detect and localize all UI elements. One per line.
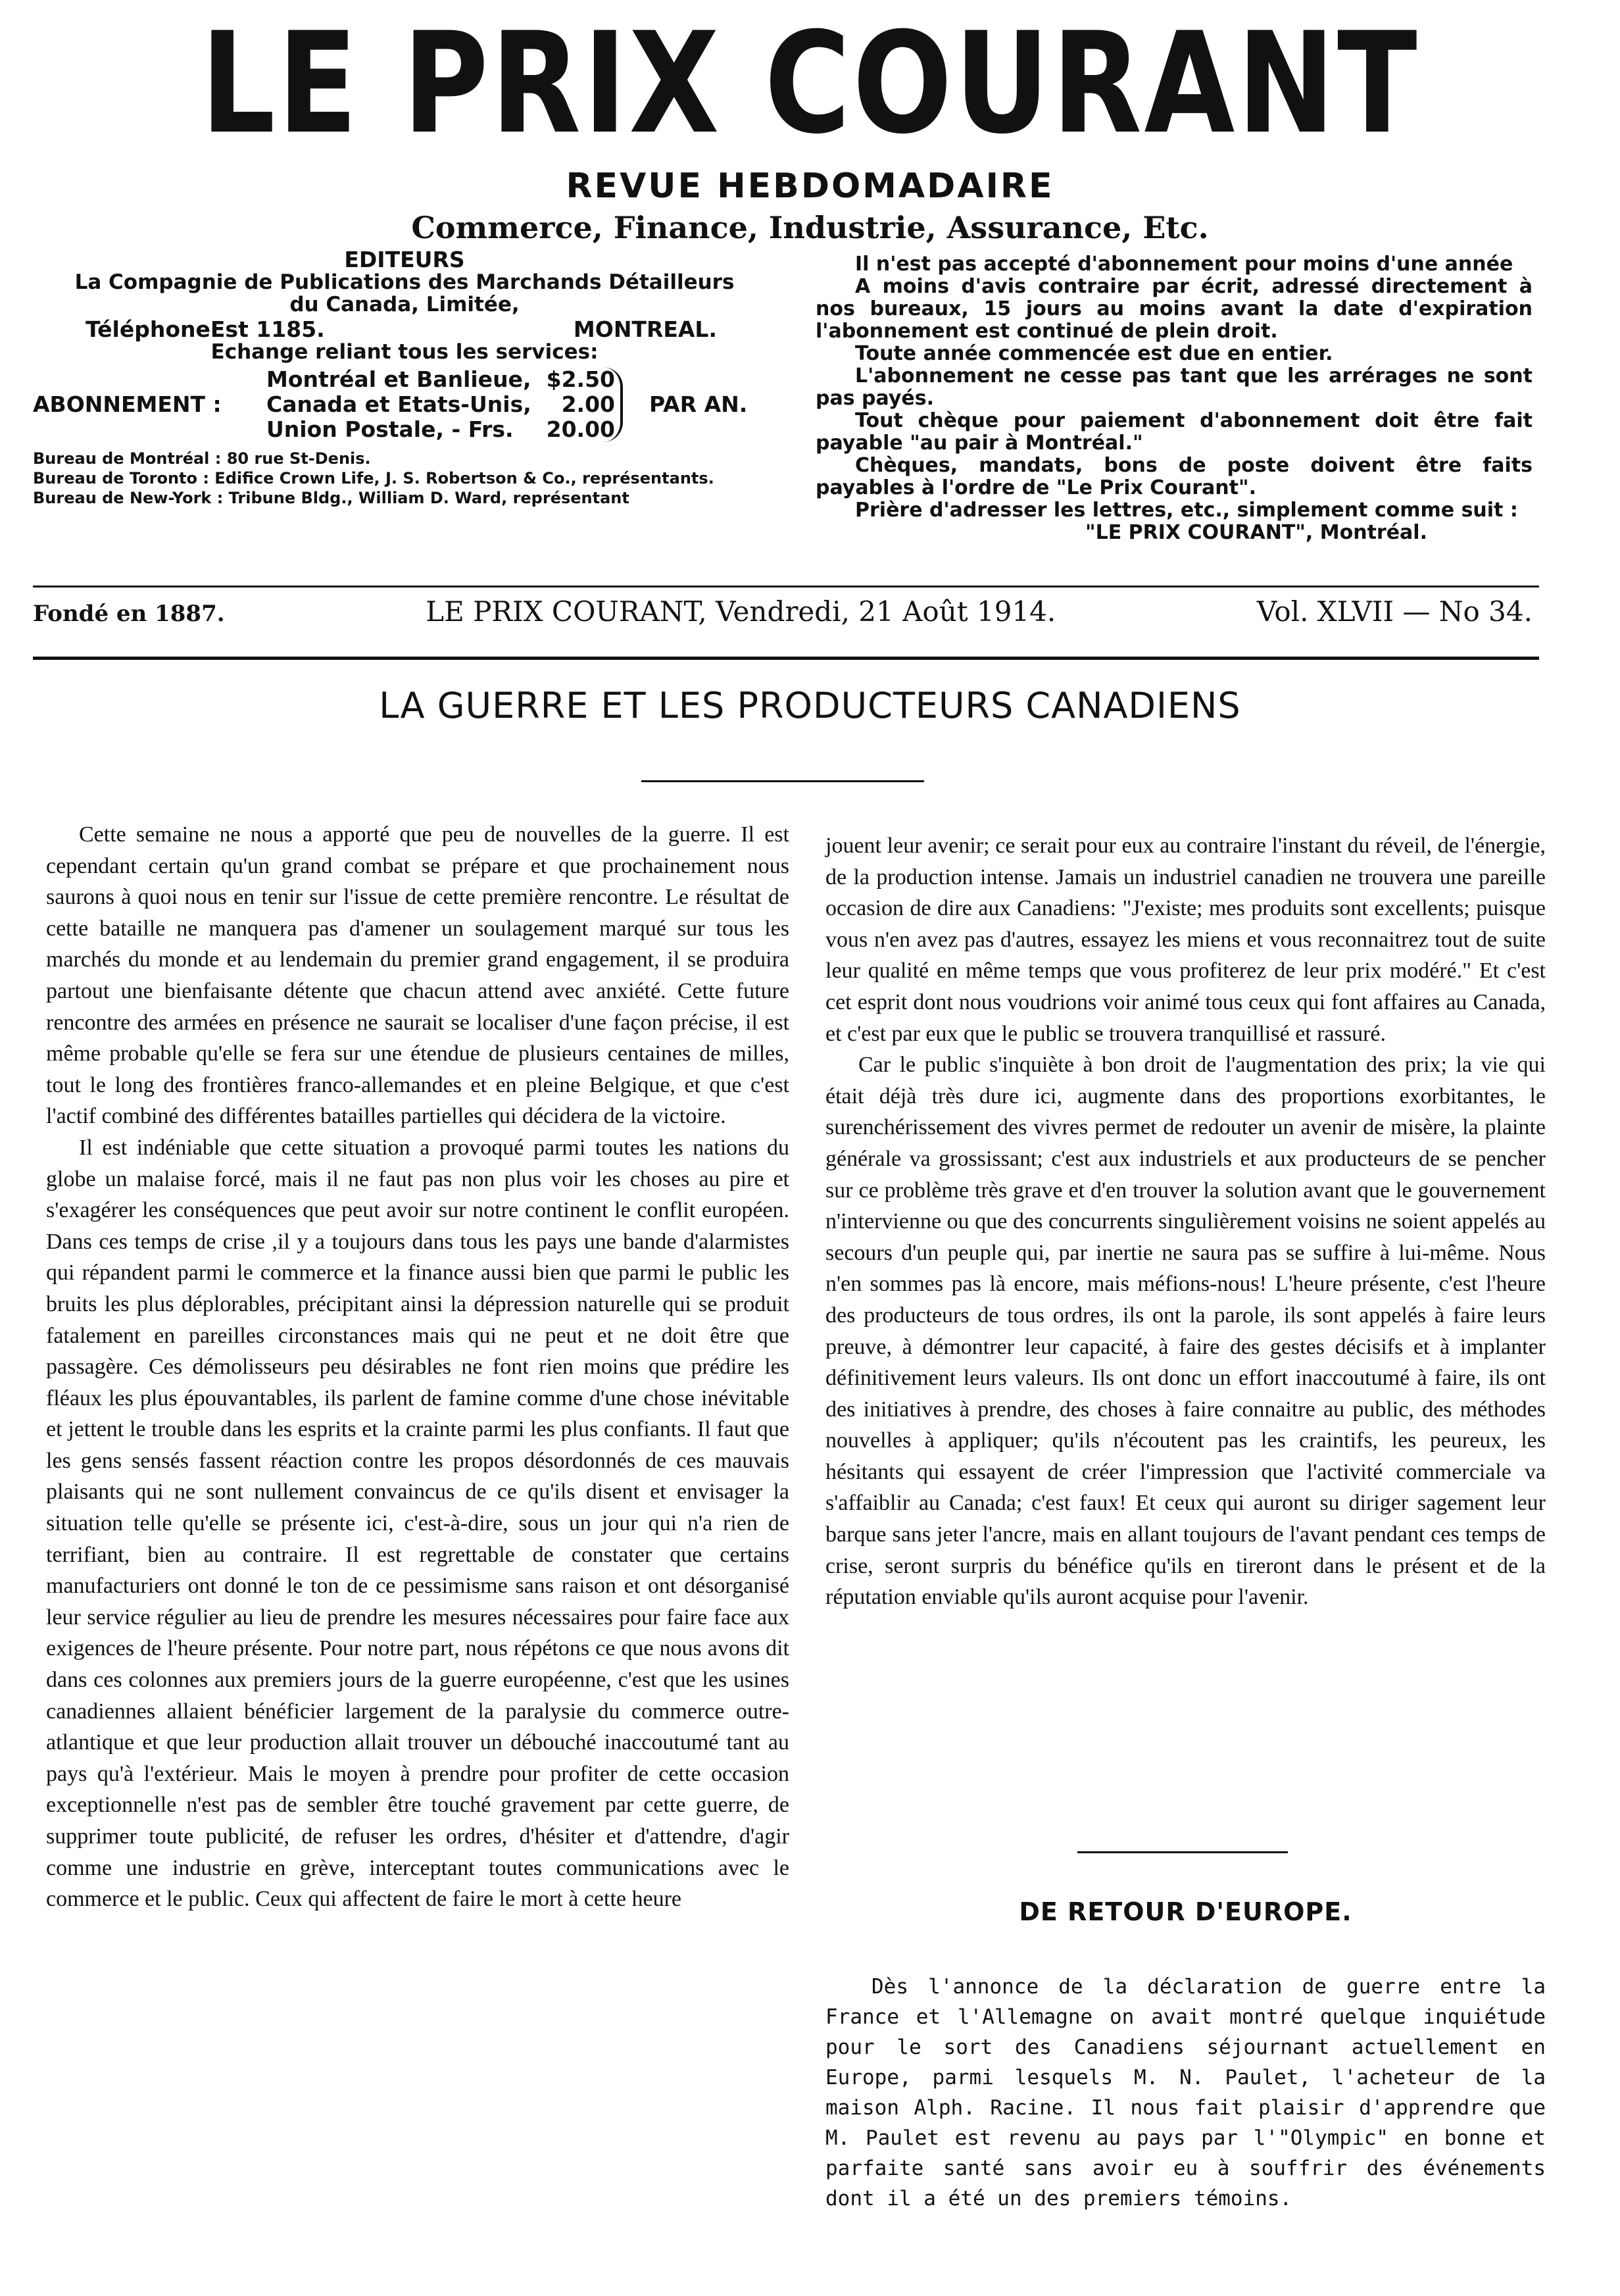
volume-number: Vol. XLVII — No 34. bbox=[1256, 595, 1533, 628]
rate-price: 2.00 bbox=[561, 391, 615, 417]
rate-row bbox=[266, 417, 615, 442]
rate-region: Canada et Etats-Unis, bbox=[266, 391, 531, 417]
rate-row bbox=[266, 392, 615, 417]
rate-price: $2.50 bbox=[546, 366, 615, 392]
rate-row bbox=[266, 367, 615, 392]
headline-underline bbox=[641, 780, 924, 782]
publisher-block bbox=[33, 249, 776, 508]
section-title: DE RETOUR D'EUROPE. bbox=[1019, 1897, 1352, 1926]
section-body bbox=[825, 1972, 1546, 2214]
article-column-right bbox=[825, 830, 1546, 1613]
section-paragraph: Dès l'annonce de la déclaration de guerre entre la France et l'Allemagne on avait montré quelque inquiétude pour le sort des Canadiens séjournant actuellement en Europe, parmi lesquels M. N. Paulet, l'acheteur de la maison Alph. Racine. Il nous fait plaisir d'apprendre que M. Paulet est revenu au pays par l'"Olympic" en bonne et parfaite santé sans avoir eu à souffrir des événements dont il a été un des premiers témoins. bbox=[825, 1975, 1546, 2210]
subscription-label: ABONNEMENT : bbox=[33, 391, 222, 417]
section-divider bbox=[1077, 1851, 1288, 1853]
divider-rule bbox=[33, 657, 1539, 660]
article-paragraph: Cette semaine ne nous a apporté que peu de nouvelles de la guerre. Il est cependant certain qu'un grand combat se prépare et que prochainement nous saurons à quoi nous en tenir sur l'issue de cette première rencontre. Le résultat de cette bataille ne manquera pas d'amener un soulagement marqué sur tous les marchés du monde et au lendemain du premier grand engagement, il se produira partout une bienfaisante détente que chacun attend avec anxiété. Cette future rencontre des armées en présence ne saurait se localiser d'une façon précise, il est même probable qu'elle se fera sur une étendue de plusieurs centaines de milles, tout le long des frontières franco-allemandes et en pleine Belgique, et que c'est l'actif combiné des différentes batailles partielles qui décidera de la victoire. bbox=[46, 822, 789, 1129]
divider-rule bbox=[33, 586, 1539, 587]
terms-line: Toute année commencée est due en entier. bbox=[855, 342, 1333, 365]
terms-line: L'abonnement ne cesse pas tant que les arrérages ne sont pas payés. bbox=[816, 364, 1533, 410]
terms-line: A moins d'avis contraire par écrit, adressé directement à nos bureaux, 15 jours au moins avant la date d'expiration l'abonnement est continué de plein droit. bbox=[816, 275, 1533, 343]
subscription-rates bbox=[33, 367, 776, 442]
subscription-terms bbox=[816, 253, 1533, 544]
article-column-left bbox=[46, 819, 789, 1915]
article-paragraph: Il est indéniable que cette situation a provoqué parmi toutes les nations du globe un malaise forcé, mais il ne faut pas non plus voir les choses au pire et s'exagérer les conséquences que peut avoir sur notre continent le conflit européen. Dans ces temps de crise ,il y a toujours dans tous les pays une bande d'alarmistes qui répandent parmi le commerce et la finance aussi bien que parmi le public les bruits les plus déplorables, précipitant ainsi la dépression naturelle qui se produit fatalement en pareilles circonstances mais qui ne peut et ne doit être que passagère. Ces démolisseurs peu désirables ne font rien moins que prédire les fléaux les plus épouvantables, ils parlent de famine comme d'une chose inévitable et jettent le trouble dans les esprits et la crainte parmi les plus confiants. Il faut que les gens sensés fassent réaction contre les propos désordonnés de ces mauvais plaisants qui ne sont nullement convaincus de ce qu'ils disent et envisager la situation telle qu'elle se présente ici, c'est-à-dire, sous un jour qui n'a rien de terrifiant, bien au contraire. Il est regrettable de constater que certains manufacturiers ont donné le ton de ce pessimisme sans raison et ont désorganisé leur service régulier au lieu de prendre les mesures nécessaires pour faire face aux exigences de l'heure présente. Pour notre part, nous répétons ce que nous avons dit dans ces colonnes aux premiers jours de la guerre européenne, c'est que les usines canadiennes allaient bénéficier largement de la paralysie du commerce outre-atlantique et que leur production allait trouver un débouché inaccoutumé tant au pays qu'à l'extérieur. Mais le moyen à prendre pour profiter de cette occasion exceptionnelle n'est pas de sembler être touché gravement par cette guerre, de supprimer toute publicité, de refuser les ordres, d'hésiter et d'attendre, d'agir comme une industrie en grève, interceptant toutes communications avec le commerce et le public. Ceux qui affectent de faire le mort à cette heure bbox=[46, 1135, 789, 1912]
subscription-rate-list bbox=[266, 367, 623, 442]
masthead-subtitle: REVUE HEBDOMADAIRE bbox=[566, 166, 1054, 206]
publisher-phone: TéléphoneEst 1185. bbox=[86, 316, 325, 342]
publisher-exchange: Echange reliant tous les services: bbox=[210, 340, 599, 364]
terms-line: Prière d'adresser les lettres, etc., simplement comme suit : bbox=[855, 499, 1518, 522]
publisher-heading: EDITEURS bbox=[344, 247, 465, 272]
bureau-line: Bureau de Toronto : Edifice Crown Life, J. S. Robertson & Co., représentants. bbox=[33, 469, 714, 487]
article-headline: LA GUERRE ET LES PRODUCTEURS CANADIENS bbox=[379, 685, 1241, 726]
founded-year: Fondé en 1887. bbox=[33, 601, 225, 627]
publisher-company: La Compagnie de Publications des Marchands Détailleurs du Canada, Limitée, bbox=[74, 270, 735, 316]
terms-line: Il n'est pas accepté d'abonnement pour moins d'une année bbox=[855, 253, 1513, 276]
issue-date: LE PRIX COURANT, Vendredi, 21 Août 1914. bbox=[426, 595, 1056, 628]
bureau-list bbox=[33, 449, 776, 508]
dateline bbox=[33, 595, 1533, 628]
rate-region: Montréal et Banlieue, bbox=[266, 366, 531, 392]
terms-line: Chèques, mandats, bons de poste doivent être faits payables à l'ordre de "Le Prix Courant". bbox=[816, 454, 1533, 499]
bureau-line: Bureau de Montréal : 80 rue St-Denis. bbox=[33, 449, 371, 468]
address-line: "LE PRIX COURANT", Montréal. bbox=[1085, 521, 1427, 544]
article-paragraph: jouent leur avenir; ce serait pour eux au contraire l'instant du réveil, de l'énergie, de la production intense. Jamais un industriel canadien ne trouvera une pareille occasion de dire aux Canadiens: "J'existe; mes produits sont excellents; puisque vous n'en avez pas d'autres, essayez les miens et vous reconnaitrez tout de suite leur qualité en même temps que vous profiterez de leur prix modéré." Et c'est cet esprit dont nous voudrions voir animé tous ceux qui font affaires au Canada, et c'est par eux que le public se trouvera tranquillisé et rassuré. bbox=[825, 834, 1546, 1046]
rate-region: Union Postale, - Frs. bbox=[266, 416, 514, 442]
article-paragraph: Car le public s'inquiète à bon droit de l'augmentation des prix; la vie qui était déjà très dure ici, augmente dans des proportions exorbitantes, le surenchérissement des vivres permet de redouter un avenir de misère, la plainte générale va grossissant; c'est aux industriels et aux producteurs de se pencher sur ce problème très grave et d'en trouver la solution avant que le gouvernement n'intervienne ou que des concurrents singulièrement voisins ne soient appelés au secours d'un peuple qui, par inertie ne saura pas se suffire à lui-même. Nous n'en sommes pas là encore, mais méfions-nous! L'heure présente, c'est l'heure des producteurs de tous ordres, ils ont la parole, ils sont appelés à faire leurs preuve, à démontrer leur capacité, à faire des gestes décisifs et à implanter définitivement leurs valeurs. Ils ont donc un effort inaccoutumé à faire, ils ont des initiatives à prendre, des choses à faire connaitre au public, des méthodes nouvelles à appliquer; qu'ils n'écoutent pas les craintifs, les peureux, les hésitants qui essayent de créer l'impression que l'activité commerciale va s'affaiblir au Canada; c'est faux! Et ceux qui auront su diriger sagement leur barque sans jeter l'ancre, mais en allant toujours de l'avant pendant ces temps de crise, seront surpris du bénéfice qu'ils en tireront dans le présent et de la réputation enviable qu'ils auront acquise pour l'avenir. bbox=[825, 1053, 1546, 1610]
publisher-city: MONTREAL. bbox=[573, 316, 717, 342]
bureau-line: Bureau de New-York : Tribune Bldg., William D. Ward, représentant bbox=[33, 489, 629, 507]
rate-price: 20.00 bbox=[546, 416, 615, 442]
masthead-tagline: Commerce, Finance, Industrie, Assurance, Etc. bbox=[411, 210, 1209, 245]
terms-line: Tout chèque pour paiement d'abonnement doit être fait payable "au pair à Montréal." bbox=[816, 409, 1533, 455]
subscription-per-year: PAR AN. bbox=[649, 391, 748, 417]
masthead-title: LE PRIX COURANT bbox=[201, 2, 1419, 164]
